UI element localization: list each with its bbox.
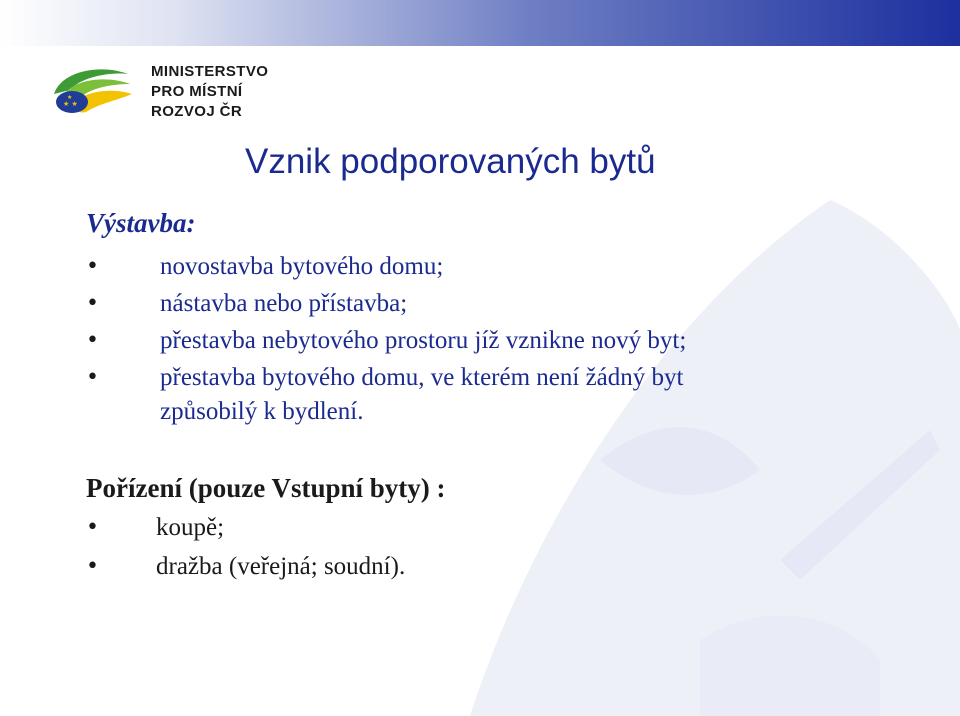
list-item-text-line-1: přestavba bytového domu, ve kterém není žádný byt xyxy=(160,364,684,391)
list-item-text: nástavba nebo přístavba; xyxy=(160,290,408,317)
ministry-line-1: MINISTERSTVO xyxy=(151,63,269,80)
bullet-icon: • xyxy=(86,515,99,540)
list-item-text: koupě; xyxy=(156,514,225,541)
list-item-text xyxy=(160,361,683,429)
bullet-icon: • xyxy=(86,291,99,316)
bullet-icon: • xyxy=(86,328,99,353)
bullet-icon: • xyxy=(86,365,99,390)
list-item-text: dražba (veřejná; soudní). xyxy=(156,553,406,580)
svg-text:★: ★ xyxy=(67,94,73,101)
list-item-text: přestavba nebytového prostoru jíž vznikne nový byt; xyxy=(160,327,687,354)
bullet-icon: • xyxy=(86,254,99,279)
bullet-icon: • xyxy=(86,554,99,579)
ministry-wordmark xyxy=(151,62,268,122)
list-item-text: novostavba bytového domu; xyxy=(160,253,444,280)
section-heading-porizeni: Pořízení (pouze Vstupní byty) : xyxy=(86,473,446,503)
svg-text:★ ★: ★ ★ xyxy=(63,100,78,108)
ministry-line-2: PRO MÍSTNÍ xyxy=(151,83,243,100)
section-heading-vystavba: Výstavba: xyxy=(86,208,196,238)
ministry-line-3: ROZVOJ ČR xyxy=(151,103,243,120)
slide-title: Vznik podporovaných bytů xyxy=(245,142,656,181)
list-item-text-line-2: způsobilý k bydlení. xyxy=(160,398,364,425)
ministry-logo-icon xyxy=(52,60,136,116)
